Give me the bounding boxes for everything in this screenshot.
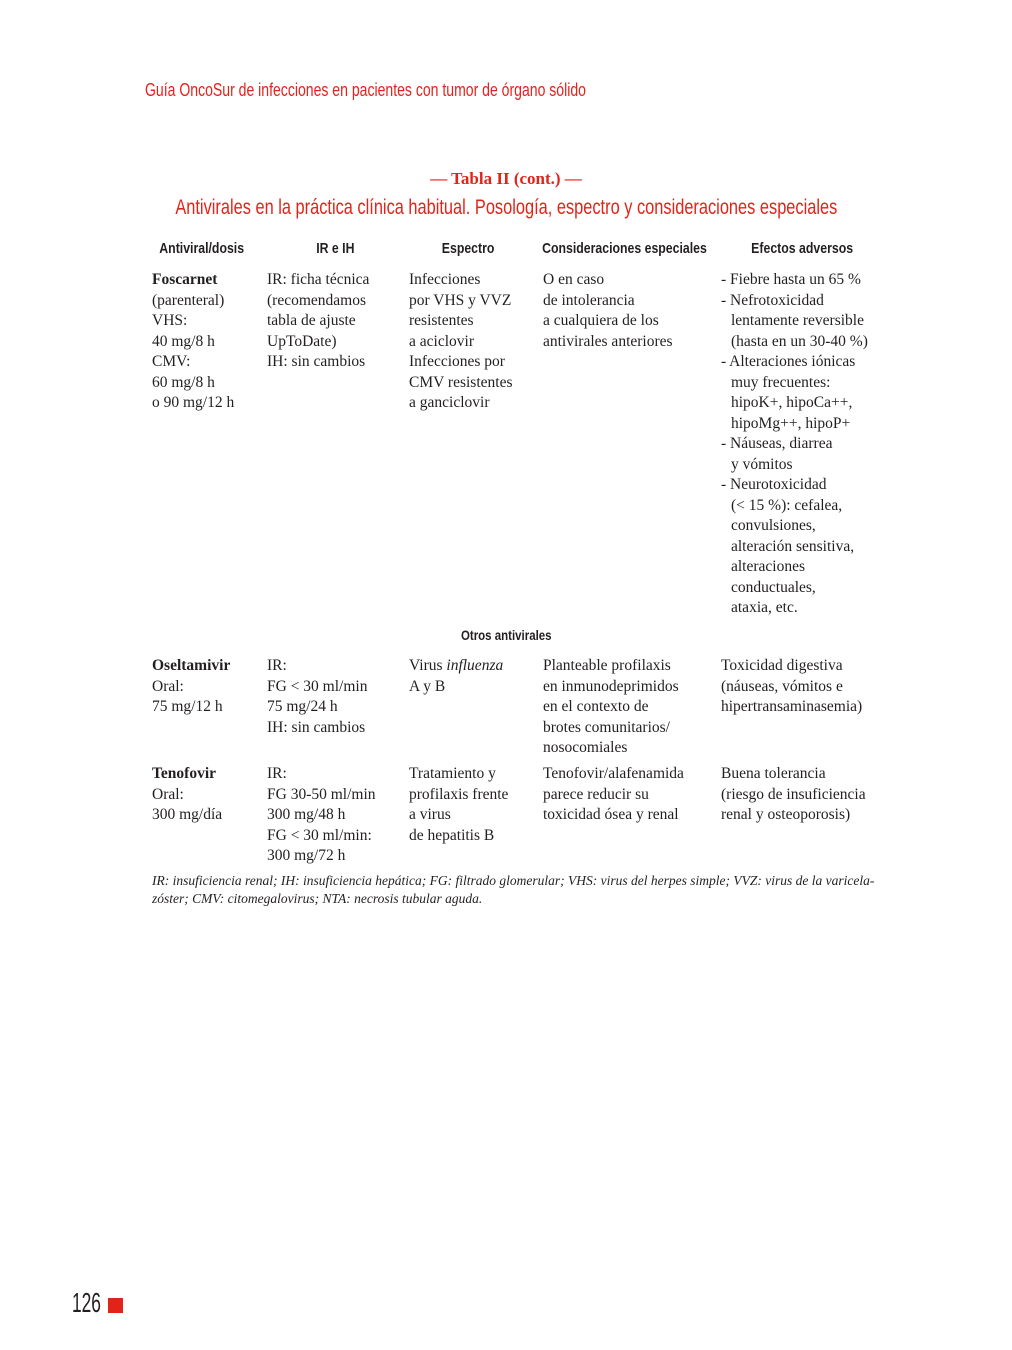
column-header-efectos: Efectos adversos (751, 240, 853, 257)
list-item: - Neurotoxicidad (721, 476, 827, 493)
table-cell-ir-ih: IR: ficha técnica (recomendamos tabla de ajuste UpToDate) IH: sin cambios (267, 271, 370, 370)
column-header-consideraciones: Consideraciones especiales (542, 240, 707, 257)
table-cell-efectos: Toxicidad digestiva (náuseas, vómitos e hipertransaminasemia) (721, 657, 863, 715)
list-item: muy frecuentes: (731, 373, 831, 391)
table-cell-espectro: Infecciones por VHS y VVZ resistentes a aciclovir Infecciones por CMV resistentes a ganciclovir (409, 271, 513, 411)
list-item: (< 15 %): cefalea, (731, 496, 843, 514)
list-item: convulsiones, (731, 517, 816, 534)
column-header-espectro: Espectro (441, 240, 495, 257)
table-caption-text: Antivirales en la práctica clínica habitual. Posología, espectro y consideraciones especiales (175, 196, 837, 219)
column-header-ir-ih: IR e IH (315, 240, 355, 257)
list-item: hipoMg++, hipoP+ (731, 414, 851, 432)
list-item: - Fiebre hasta un 65 % (721, 271, 861, 288)
drug-name: Tenofovir (152, 765, 217, 782)
table-cell-espectro: Tratamiento y profilaxis frente a virus de hepatitis B (409, 765, 509, 844)
page-marker-square (108, 1298, 123, 1313)
italic-term: influenza (446, 657, 504, 674)
list-item: hipoK+, hipoCa++, (731, 394, 853, 411)
list-item: - Alteraciones iónicas (721, 353, 856, 370)
page-number: 126 (72, 1287, 101, 1318)
list-item: (hasta en un 30-40 %) (731, 332, 868, 350)
table-cell-efectos (721, 270, 896, 619)
table-row-tenofovir-drug (152, 764, 262, 826)
running-header: Guía OncoSur de infecciones en pacientes con tumor de órgano sólido (145, 80, 586, 100)
table-cell-consideraciones: Planteable profilaxis en inmunodeprimidos en el contexto de brotes comunitarios/ nosocomiales (543, 657, 679, 756)
table-row-oseltamivir-drug (152, 656, 262, 718)
table-cell-ir-ih: IR: FG < 30 ml/min 75 mg/24 h IH: sin cambios (267, 657, 368, 736)
drug-dose: (parenteral) VHS: 40 mg/8 h CMV: 60 mg/8 h o 90 mg/12 h (152, 291, 235, 411)
list-item: - Náuseas, diarrea (721, 435, 833, 452)
table-cell-efectos: Buena tolerancia (riesgo de insuficiencia renal y osteoporosis) (721, 765, 866, 823)
drug-dose: Oral: 300 mg/día (152, 785, 223, 823)
list-item: ataxia, etc. (731, 599, 798, 616)
list-item: alteraciones (731, 558, 806, 575)
list-item: alteración sensitiva, (731, 537, 855, 555)
table-cell-ir-ih: IR: FG 30-50 ml/min 300 mg/48 h FG < 30 ml/min: 300 mg/72 h (267, 765, 376, 864)
list-item: y vómitos (731, 455, 793, 473)
drug-name: Foscarnet (152, 271, 218, 288)
table-cell-consideraciones: Tenofovir/alafenamida parece reducir su toxicidad ósea y renal (543, 765, 684, 823)
table-cell-consideraciones: O en caso de intolerancia a cualquiera de los antivirales anteriores (543, 271, 673, 350)
column-header-antiviral: Antiviral/dosis (159, 240, 245, 257)
table-label: — Tabla II (cont.) — (430, 169, 582, 188)
table-cell-espectro: Virus influenza A y B (409, 657, 504, 695)
list-item: lentamente reversible (731, 312, 864, 329)
table-row-foscarnet-drug (152, 270, 262, 414)
drug-dose: Oral: 75 mg/12 h (152, 677, 223, 715)
table-footnote: IR: insuficiencia renal; IH: insuficiencia hepática; FG: filtrado glomerular; VHS: virus del herpes simple; VVZ: virus de la varicela-zóster; CMV: citomegalovirus; NTA: necrosis tubular aguda. (152, 873, 875, 906)
subheader-otros-antivirales: Otros antivirales (460, 627, 552, 643)
table-caption (0, 196, 1012, 220)
drug-name: Oseltamivir (152, 657, 231, 674)
list-item: conductuales, (731, 578, 816, 596)
list-item: - Nefrotoxicidad (721, 291, 824, 309)
